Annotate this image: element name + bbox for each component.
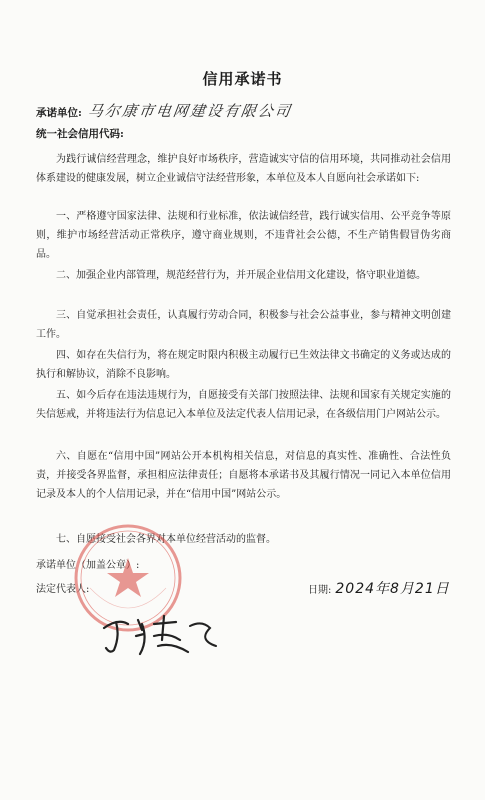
paragraph-item-2: 二、加强企业内部管理，规范经营行为，并开展企业信用文化建设，恪守职业道德。 [56, 270, 426, 281]
paragraph-item-6: 六、自愿在“信用中国”网站公开本机构相关信息，对信息的真实性、准确性、合法性负责，并接受各界监督，承担相应法律责任；自愿将本承诺书及其履行情况一同记入本单位信用记录及本人的个人信用记录，并在“信用中国”网站公示。 [36, 451, 451, 500]
legal-representative-signature [98, 610, 228, 658]
seal-label: 承诺单位（加盖公章）: [36, 560, 140, 571]
date-label: 日期: [308, 585, 332, 596]
paragraph-item-5: 五、如今后存在违法违规行为，自愿接受有关部门按照法律、法规和国家有关规定实施的失信惩戒，并将违法行为信息记入本单位及法定代表人信用记录，在各级信用门户网站公示。 [36, 390, 451, 420]
commitment-unit-line [36, 100, 292, 121]
paragraph-item-1: 一、严格遵守国家法律、法规和行业标准，依法诚信经营，践行诚实信用、公平竞争等原则，维护市场经营活动正常秩序，遵守商业规则，不违背社会公德，不生产销售假冒伪劣商品。 [36, 211, 451, 260]
paragraph-preamble: 为践行诚信经营理念，维护良好市场秩序，营造诚实守信的信用环境，共同推动社会信用体系建设的健康发展，树立企业诚信守法经营形象，本单位及本人自愿向社会承诺如下: [36, 154, 451, 184]
date-handwritten: 2024年8月21日 [335, 581, 450, 597]
commitment-unit-handwritten-name: 马尔康市电网建设有限公司 [86, 102, 294, 120]
credit-code-label: 统一社会信用代码: [36, 128, 124, 140]
document-title: 信用承诺书 [202, 70, 283, 88]
commitment-unit-label: 承诺单位: [36, 107, 82, 119]
paragraph-item-3: 三、自觉承担社会责任，认真履行劳动合同，积极参与社会公益事业，参与精神文明创建工作。 [36, 310, 451, 340]
paragraph-item-4: 四、如存在失信行为，将在规定时限内积极主动履行已生效法律文书确定的义务或达成的执行和解协议，消除不良影响。 [36, 350, 451, 380]
date-line [308, 578, 450, 598]
paragraph-item-7: 七、自愿接受社会各界对本单位经营活动的监督。 [56, 534, 276, 545]
legal-representative-label: 法定代表人: [36, 584, 90, 595]
